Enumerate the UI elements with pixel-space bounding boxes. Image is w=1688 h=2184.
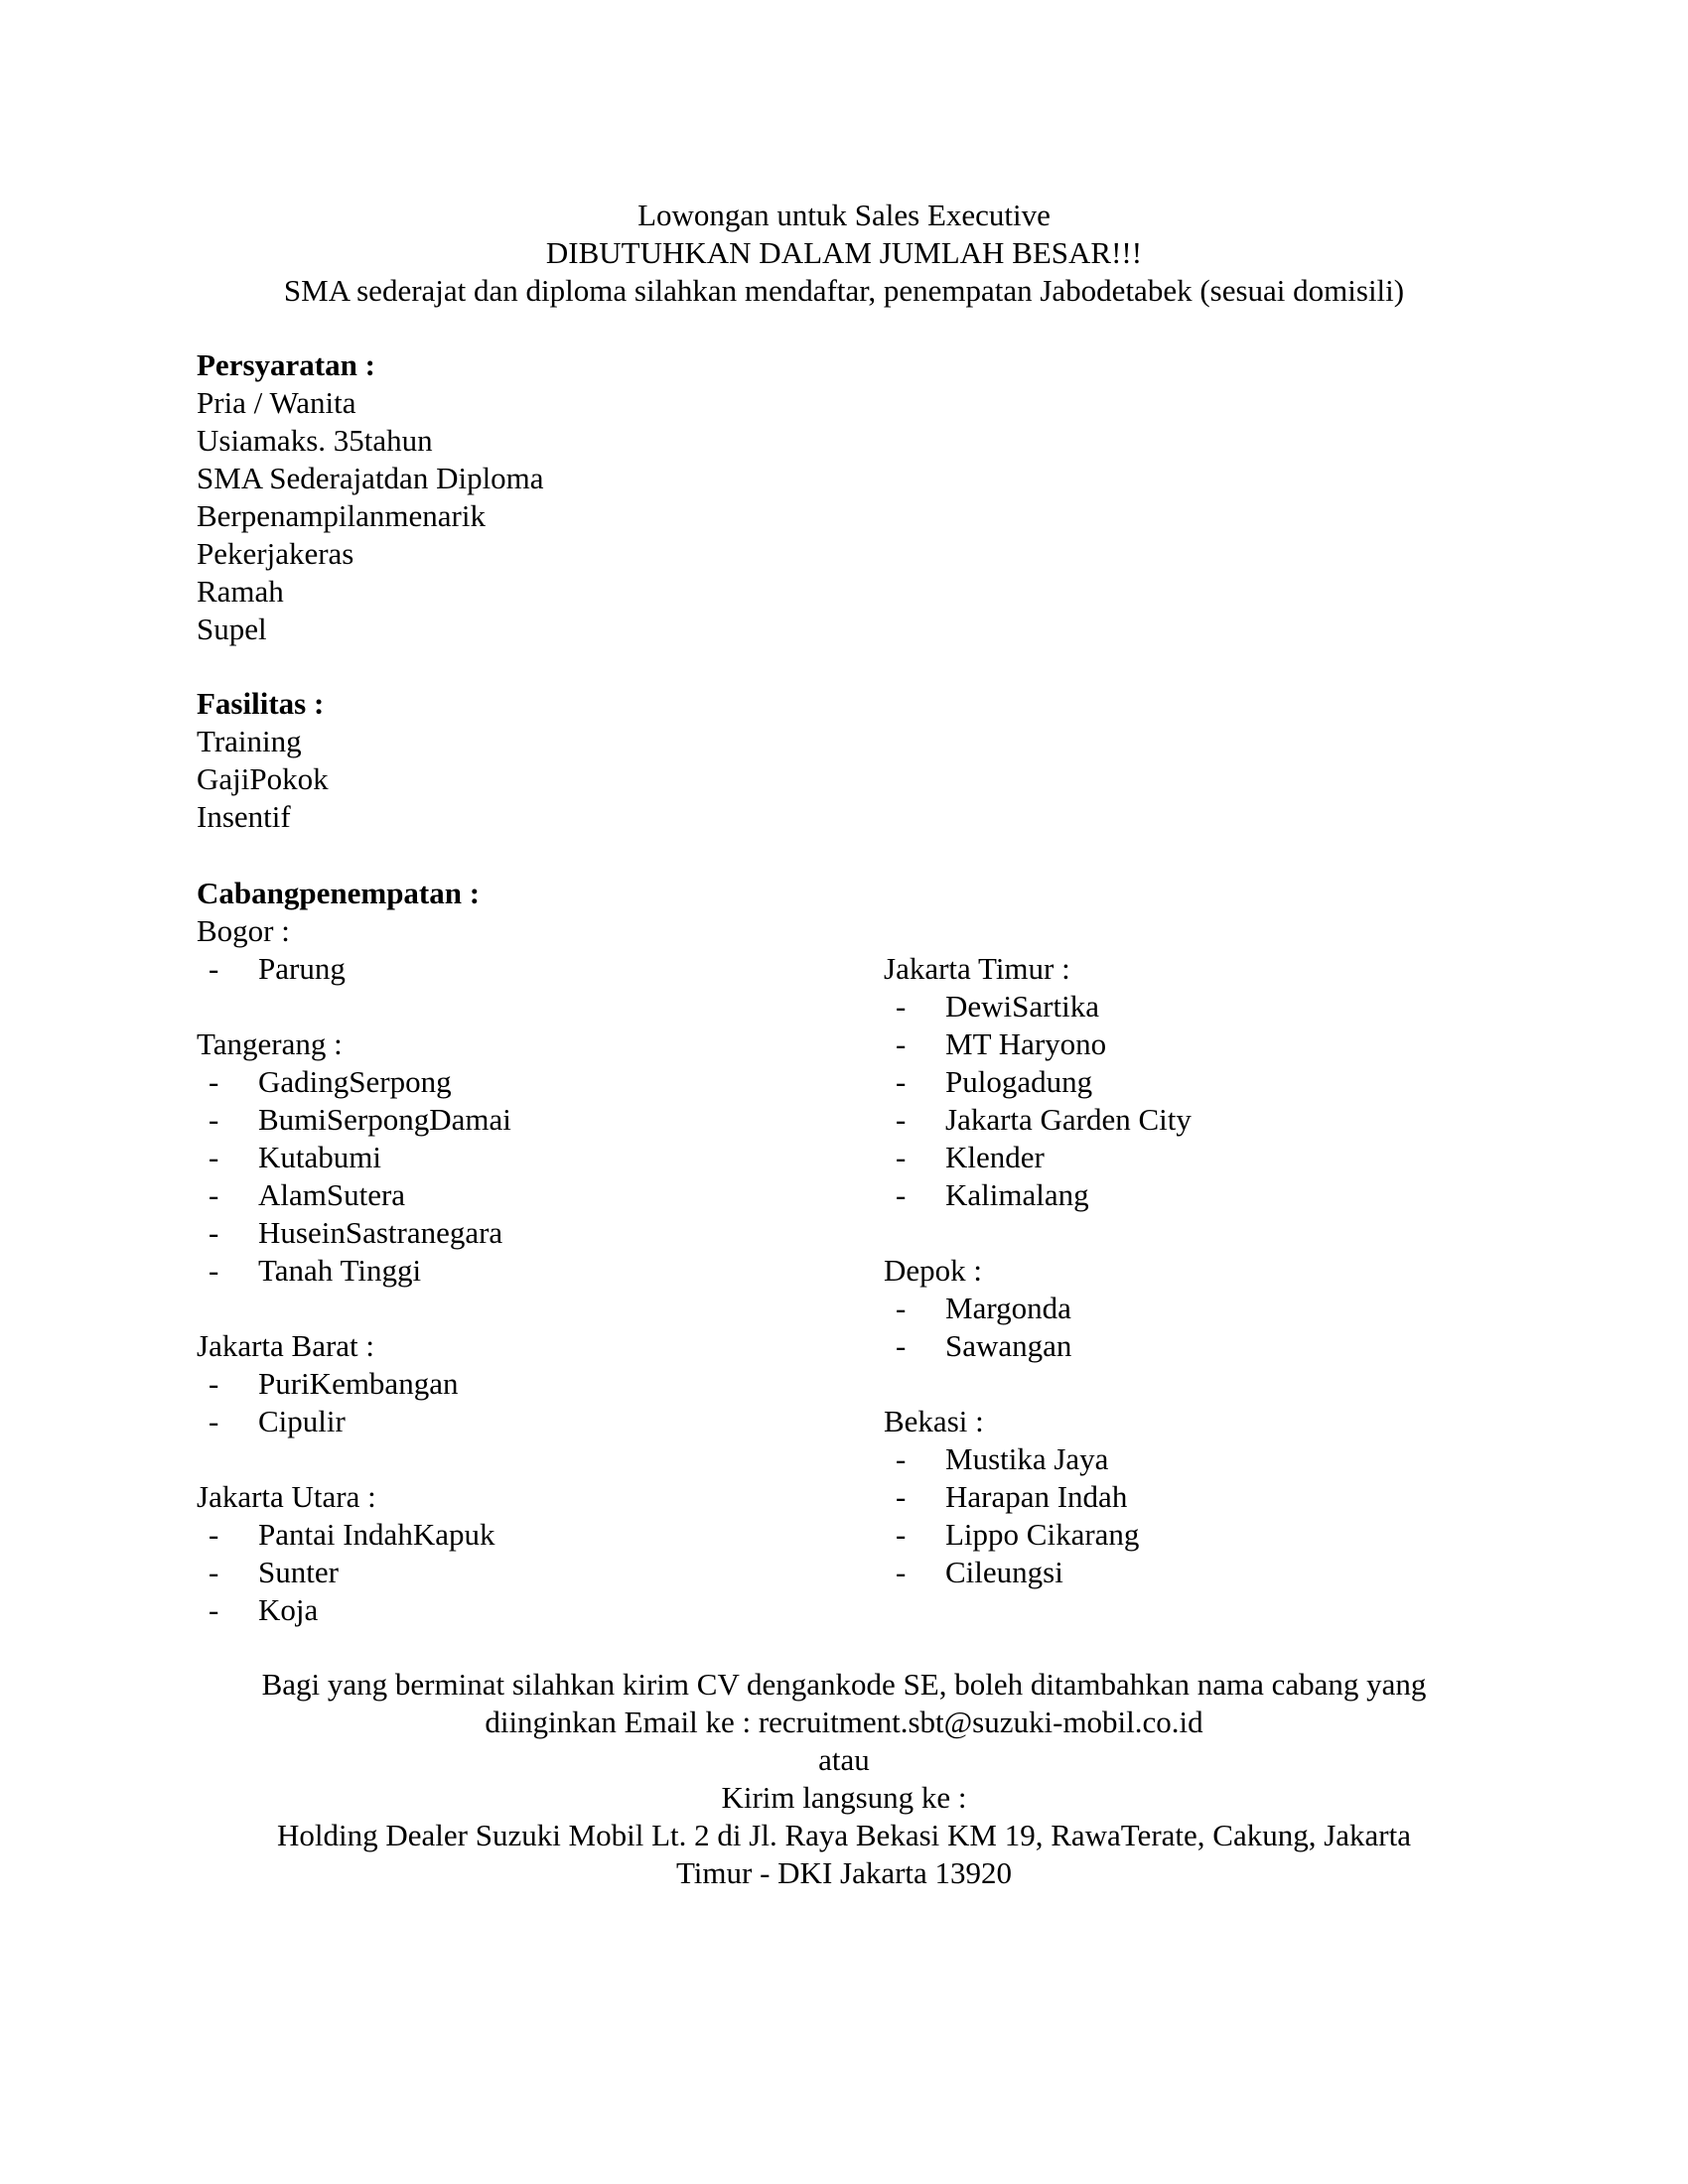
footer-send-direct: Kirim langsung ke : <box>721 1780 967 1815</box>
branch-item <box>884 1478 1192 1516</box>
footer <box>199 1666 1489 1892</box>
branch-group-name: Jakarta Timur : <box>884 951 1070 986</box>
dash-marker: - <box>209 951 219 986</box>
branch-group-name: Jakarta Utara : <box>197 1479 376 1514</box>
facility-item: Training <box>197 724 302 758</box>
footer-email: diinginkan Email ke : recruitment.sbt@suzuki-mobil.co.id <box>485 1705 1203 1739</box>
requirements-section <box>197 346 544 648</box>
branch-group-bogor <box>197 912 511 988</box>
branch-item <box>197 1403 511 1440</box>
branch-item <box>197 1516 511 1554</box>
branch-item-label: Pantai IndahKapuk <box>258 1517 495 1552</box>
branch-item-label: GadingSerpong <box>258 1064 452 1099</box>
branch-group-name: Bekasi : <box>884 1404 984 1438</box>
branches-right-column <box>884 950 1192 1629</box>
branch-item-label: BumiSerpongDamai <box>258 1102 511 1137</box>
branch-item <box>197 1591 511 1629</box>
branch-group-bekasi <box>884 1403 1192 1591</box>
branch-item-label: DewiSartika <box>945 989 1099 1024</box>
branch-group-name: Bogor : <box>197 913 290 948</box>
dash-marker: - <box>896 1517 907 1552</box>
branch-item <box>197 1176 511 1214</box>
requirement-item: Usiamaks. 35tahun <box>197 423 433 458</box>
dash-marker: - <box>896 989 907 1024</box>
dash-marker: - <box>209 1140 219 1174</box>
branch-item-label: Cipulir <box>258 1404 346 1438</box>
header-subtitle: DIBUTUHKAN DALAM JUMLAH BESAR!!! <box>545 235 1143 270</box>
dash-marker: - <box>209 1592 219 1627</box>
branch-group-name: Tangerang : <box>197 1026 343 1061</box>
dash-marker: - <box>209 1177 219 1212</box>
requirement-item: Pekerjakeras <box>197 536 354 571</box>
branch-item-label: Jakarta Garden City <box>945 1102 1192 1137</box>
dash-marker: - <box>209 1404 219 1438</box>
dash-marker: - <box>896 1291 907 1325</box>
dash-marker: - <box>896 1026 907 1061</box>
dash-marker: - <box>209 1517 219 1552</box>
branches-title-wrap <box>197 875 480 912</box>
branch-group-jakarta-barat <box>197 1327 511 1440</box>
requirement-item: Ramah <box>197 574 284 609</box>
branch-item <box>884 988 1192 1025</box>
dash-marker: - <box>209 1366 219 1401</box>
branch-item-label: Parung <box>258 951 346 986</box>
branch-item-label: HuseinSastranegara <box>258 1215 503 1250</box>
branch-item <box>884 1025 1192 1063</box>
branch-item <box>884 1290 1192 1327</box>
dash-marker: - <box>209 1064 219 1099</box>
branch-item <box>197 1365 511 1403</box>
branch-item <box>197 1252 511 1290</box>
footer-address-city: Timur - DKI Jakarta 13920 <box>675 1855 1013 1890</box>
branch-item <box>884 1516 1192 1554</box>
branch-item-label: Klender <box>945 1140 1045 1174</box>
branch-item-label: Sunter <box>258 1555 339 1589</box>
branch-item-label: Mustika Jaya <box>945 1441 1109 1476</box>
dash-marker: - <box>896 1140 907 1174</box>
dash-marker: - <box>896 1555 907 1589</box>
header-description: SMA sederajat dan diploma silahkan mendaftar, penempatan Jabodetabek (sesuai domisili) <box>283 273 1405 308</box>
dash-marker: - <box>209 1253 219 1288</box>
footer-address: Holding Dealer Suzuki Mobil Lt. 2 di Jl. Raya Bekasi KM 19, RawaTerate, Cakung, Jakarta <box>276 1818 1411 1852</box>
dash-marker: - <box>896 1328 907 1363</box>
footer-or: atau <box>818 1742 870 1777</box>
branch-item <box>884 1101 1192 1139</box>
branch-group-jakarta-timur <box>884 950 1192 1214</box>
branch-item <box>884 1440 1192 1478</box>
dash-marker: - <box>896 1102 907 1137</box>
branch-item <box>884 1139 1192 1176</box>
dash-marker: - <box>209 1102 219 1137</box>
branches-title: Cabangpenempatan : <box>197 876 481 910</box>
branch-group-name: Depok : <box>884 1253 983 1288</box>
branch-item-label: Harapan Indah <box>945 1479 1128 1514</box>
branch-item <box>197 1214 511 1252</box>
requirements-title: Persyaratan : <box>197 347 375 382</box>
branch-group-depok <box>884 1252 1192 1365</box>
branch-item-label: Margonda <box>945 1291 1071 1325</box>
requirement-item: Pria / Wanita <box>197 385 356 420</box>
branch-item-label: Lippo Cikarang <box>945 1517 1140 1552</box>
dash-marker: - <box>896 1479 907 1514</box>
branch-item <box>197 1139 511 1176</box>
dash-marker: - <box>209 1555 219 1589</box>
dash-marker: - <box>896 1441 907 1476</box>
branch-item-label: Sawangan <box>945 1328 1072 1363</box>
footer-instruction: Bagi yang berminat silahkan kirim CV dengankode SE, boleh ditambahkan nama cabang yang <box>261 1667 1427 1702</box>
header-title: Lowongan untuk Sales Executive <box>637 198 1051 232</box>
branch-item-label: AlamSutera <box>258 1177 406 1212</box>
branch-item <box>884 1176 1192 1214</box>
dash-marker: - <box>209 1215 219 1250</box>
branch-item-label: Kutabumi <box>258 1140 381 1174</box>
branch-item <box>197 1554 511 1591</box>
branch-group-tangerang <box>197 1025 511 1290</box>
branch-item-label: Tanah Tinggi <box>258 1253 422 1288</box>
facility-item: Insentif <box>197 799 291 834</box>
branch-item-label: MT Haryono <box>945 1026 1107 1061</box>
branch-item <box>197 1063 511 1101</box>
branch-item-label: Cileungsi <box>945 1555 1063 1589</box>
facilities-title: Fasilitas : <box>197 686 325 721</box>
requirement-item: Berpenampilanmenarik <box>197 498 486 533</box>
branch-group-jakarta-utara <box>197 1478 511 1629</box>
facility-item: GajiPokok <box>197 761 329 796</box>
branch-group-name: Jakarta Barat : <box>197 1328 375 1363</box>
header <box>199 197 1489 310</box>
requirement-item: SMA Sederajatdan Diploma <box>197 461 544 495</box>
branches-left-column <box>197 912 511 1667</box>
facilities-section <box>197 685 329 836</box>
branch-item-label: PuriKembangan <box>258 1366 459 1401</box>
branch-item <box>884 1554 1192 1591</box>
branch-item <box>884 1327 1192 1365</box>
branch-item <box>884 1063 1192 1101</box>
branch-item <box>197 1101 511 1139</box>
branch-item-label: Kalimalang <box>945 1177 1089 1212</box>
dash-marker: - <box>896 1177 907 1212</box>
branch-item-label: Koja <box>258 1592 319 1627</box>
branch-item-label: Pulogadung <box>945 1064 1093 1099</box>
branch-item <box>197 950 511 988</box>
requirement-item: Supel <box>197 612 267 646</box>
dash-marker: - <box>896 1064 907 1099</box>
